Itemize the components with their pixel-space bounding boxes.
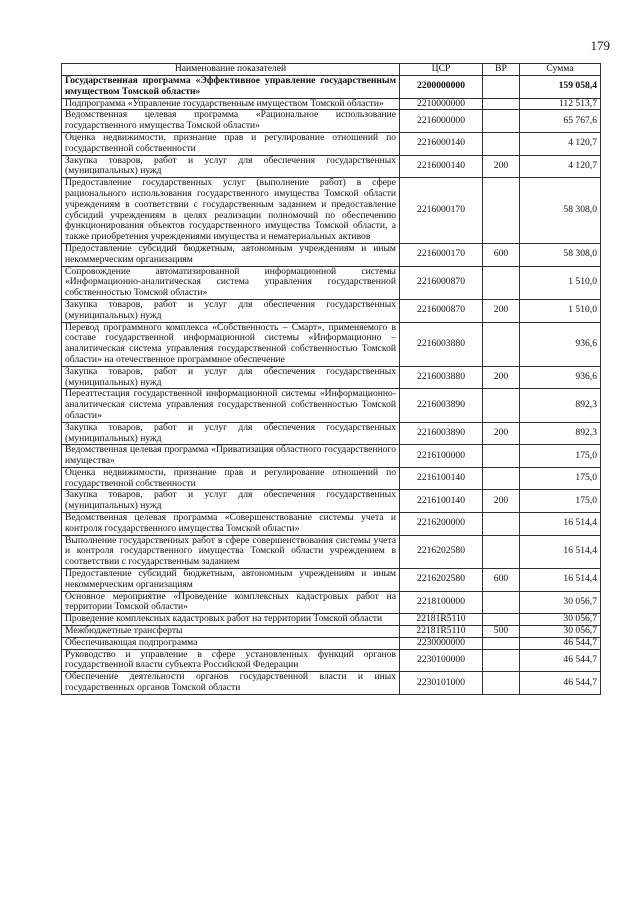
row-sum-cell: 46 544,7 — [520, 637, 601, 649]
row-name-cell: Выполнение государственных работ в сфере совершенствования системы учета и контроля государственного имущества Томской области учреждением в соответствии с государственным заданием — [62, 535, 400, 568]
row-csr-cell: 2216003880 — [400, 366, 483, 389]
table-row — [62, 366, 601, 389]
row-sum-cell: 16 514,4 — [520, 535, 601, 568]
row-sum-cell: 30 056,7 — [520, 614, 601, 626]
table-row — [62, 672, 601, 695]
row-vr-cell: 200 — [483, 422, 520, 445]
row-csr-cell: 2216003890 — [400, 389, 483, 422]
table-header-row — [62, 64, 601, 76]
row-vr-cell — [483, 178, 520, 244]
row-vr-cell: 600 — [483, 569, 520, 592]
row-vr-cell — [483, 98, 520, 110]
row-name-cell: Перевод программного комплекса «Собственность – Смарт», применяемого в составе государственной информационной системы «Информационно – аналитическая система управления государственной собственностью Томской области» на отечественное программное обеспечение — [62, 322, 400, 366]
row-csr-cell: 2216000170 — [400, 243, 483, 266]
row-sum-cell: 1 510,0 — [520, 299, 601, 322]
row-csr-cell: 2200000000 — [400, 76, 483, 99]
table-row — [62, 76, 601, 99]
row-name-cell: Предоставление субсидий бюджетным, автономным учреждениям и иным некоммерческим организациям — [62, 569, 400, 592]
row-sum-cell: 16 514,4 — [520, 513, 601, 536]
row-name-cell: Руководство и управление в сфере установленных функций органов государственной власти субъекта Российской Федерации — [62, 649, 400, 672]
table-row — [62, 155, 601, 178]
row-csr-cell: 2216100140 — [400, 467, 483, 490]
row-name-cell: Проведение комплексных кадастровых работ на территории Томской области — [62, 614, 400, 626]
row-sum-cell: 30 056,7 — [520, 626, 601, 638]
row-vr-cell — [483, 76, 520, 99]
row-name-cell: Переаттестация государственной информационной системы «Информационно-аналитическая система управления государственной собственностью Томской области» — [62, 389, 400, 422]
table-row — [62, 513, 601, 536]
row-sum-cell: 16 514,4 — [520, 569, 601, 592]
row-csr-cell: 2216000140 — [400, 155, 483, 178]
row-sum-cell: 4 120,7 — [520, 155, 601, 178]
table-row — [62, 243, 601, 266]
table-row — [62, 591, 601, 614]
row-sum-cell: 65 767,6 — [520, 110, 601, 133]
row-vr-cell — [483, 110, 520, 133]
table-row — [62, 132, 601, 155]
row-sum-cell: 46 544,7 — [520, 672, 601, 695]
table-row — [62, 490, 601, 513]
row-csr-cell: 2216200000 — [400, 513, 483, 536]
row-name-cell: Основное мероприятие «Проведение комплексных кадастровых работ на территории Томской области» — [62, 591, 400, 614]
row-name-cell: Ведомственная целевая программа «Рациональное использование государственного имущества Томской области» — [62, 110, 400, 133]
row-vr-cell — [483, 614, 520, 626]
header-sum: Сумма — [520, 64, 601, 76]
page-number: 179 — [590, 38, 610, 53]
row-name-cell: Предоставление субсидий бюджетным, автономным учреждениям и иным некоммерческим организациям — [62, 243, 400, 266]
row-csr-cell: 2230101000 — [400, 672, 483, 695]
row-sum-cell: 58 308,0 — [520, 178, 601, 244]
table-row — [62, 614, 601, 626]
row-vr-cell — [483, 672, 520, 695]
row-vr-cell — [483, 322, 520, 366]
row-sum-cell: 159 058,4 — [520, 76, 601, 99]
table-row — [62, 389, 601, 422]
row-name-cell: Сопровождение автоматизированной информационной системы «Информационно-аналитическая система управления государственной собственностью Томской области» — [62, 266, 400, 299]
table-row — [62, 299, 601, 322]
row-csr-cell: 2216202580 — [400, 569, 483, 592]
row-csr-cell: 2216003890 — [400, 422, 483, 445]
budget-table — [61, 63, 601, 695]
row-sum-cell: 30 056,7 — [520, 591, 601, 614]
row-vr-cell — [483, 591, 520, 614]
row-sum-cell: 936,6 — [520, 366, 601, 389]
table-row — [62, 649, 601, 672]
row-sum-cell: 892,3 — [520, 422, 601, 445]
row-vr-cell — [483, 445, 520, 468]
row-name-cell: Оценка недвижимости, признание прав и регулирование отношений по государственной собственности — [62, 132, 400, 155]
row-sum-cell: 175,0 — [520, 490, 601, 513]
row-csr-cell: 22181R5110 — [400, 614, 483, 626]
table-row — [62, 322, 601, 366]
row-name-cell: Закупка товаров, работ и услуг для обеспечения государственных (муниципальных) нужд — [62, 366, 400, 389]
row-csr-cell: 2216000140 — [400, 132, 483, 155]
row-csr-cell: 2216100000 — [400, 445, 483, 468]
row-vr-cell: 200 — [483, 155, 520, 178]
row-name-cell: Закупка товаров, работ и услуг для обеспечения государственных (муниципальных) нужд — [62, 155, 400, 178]
row-name-cell: Предоставление государственных услуг (выполнение работ) в сфере рационального использования государственного имущества Томской области учреждениям в соответствии с государственным заданием и предоставление субсидий учреждениям в целях реализации полномочий по обеспечению функционирования объектов государственного имущества Томской области, а также приобретения учреждениями имущества и нематериальных активов — [62, 178, 400, 244]
row-vr-cell — [483, 649, 520, 672]
table-row — [62, 178, 601, 244]
header-csr: ЦСР — [400, 64, 483, 76]
row-vr-cell — [483, 389, 520, 422]
table-row — [62, 467, 601, 490]
row-csr-cell: 2216003880 — [400, 322, 483, 366]
row-vr-cell — [483, 132, 520, 155]
table-row — [62, 98, 601, 110]
table-row — [62, 445, 601, 468]
row-name-cell: Подпрограмма «Управление государственным имуществом Томской области» — [62, 98, 400, 110]
row-sum-cell: 4 120,7 — [520, 132, 601, 155]
row-name-cell: Закупка товаров, работ и услуг для обеспечения государственных (муниципальных) нужд — [62, 422, 400, 445]
row-name-cell: Ведомственная целевая программа «Приватизация областного государственного имущества» — [62, 445, 400, 468]
row-vr-cell — [483, 535, 520, 568]
row-sum-cell: 175,0 — [520, 467, 601, 490]
row-sum-cell: 1 510,0 — [520, 266, 601, 299]
row-name-cell: Оценка недвижимости, признание прав и регулирование отношений по государственной собственности — [62, 467, 400, 490]
row-sum-cell: 112 513,7 — [520, 98, 601, 110]
row-vr-cell — [483, 637, 520, 649]
row-sum-cell: 892,3 — [520, 389, 601, 422]
table-row — [62, 535, 601, 568]
row-sum-cell: 46 544,7 — [520, 649, 601, 672]
row-name-cell: Обеспечивающая подпрограмма — [62, 637, 400, 649]
row-csr-cell: 2216100140 — [400, 490, 483, 513]
row-csr-cell: 2230100000 — [400, 649, 483, 672]
row-csr-cell: 2216202580 — [400, 535, 483, 568]
row-vr-cell: 200 — [483, 490, 520, 513]
header-name: Наименование показателей — [62, 64, 400, 76]
row-vr-cell — [483, 467, 520, 490]
row-sum-cell: 175,0 — [520, 445, 601, 468]
table-row — [62, 569, 601, 592]
row-name-cell: Обеспечение деятельности органов государственной власти и иных государственных органов Томской области — [62, 672, 400, 695]
row-csr-cell: 2218100000 — [400, 591, 483, 614]
row-vr-cell — [483, 266, 520, 299]
table-body — [62, 76, 601, 695]
row-csr-cell: 2216000000 — [400, 110, 483, 133]
row-name-cell: Закупка товаров, работ и услуг для обеспечения государственных (муниципальных) нужд — [62, 299, 400, 322]
row-csr-cell: 2216000870 — [400, 299, 483, 322]
row-name-cell: Межбюджетные трансферты — [62, 626, 400, 638]
row-csr-cell: 2210000000 — [400, 98, 483, 110]
row-vr-cell: 200 — [483, 299, 520, 322]
table-row — [62, 422, 601, 445]
row-csr-cell: 2230000000 — [400, 637, 483, 649]
row-csr-cell: 2216000170 — [400, 178, 483, 244]
row-name-cell: Закупка товаров, работ и услуг для обеспечения государственных (муниципальных) нужд — [62, 490, 400, 513]
table-row — [62, 637, 601, 649]
row-csr-cell: 22181R5110 — [400, 626, 483, 638]
row-vr-cell: 500 — [483, 626, 520, 638]
row-vr-cell — [483, 513, 520, 536]
header-vr: ВР — [483, 64, 520, 76]
row-vr-cell: 600 — [483, 243, 520, 266]
row-vr-cell: 200 — [483, 366, 520, 389]
table-row — [62, 110, 601, 133]
row-sum-cell: 58 308,0 — [520, 243, 601, 266]
row-name-cell: Ведомственная целевая программа «Совершенствование системы учета и контроля государственного имущества Томской области» — [62, 513, 400, 536]
table-row — [62, 266, 601, 299]
row-sum-cell: 936,6 — [520, 322, 601, 366]
table-row — [62, 626, 601, 638]
row-name-cell: Государственная программа «Эффективное управление государственным имуществом Томской области» — [62, 76, 400, 99]
row-csr-cell: 2216000870 — [400, 266, 483, 299]
